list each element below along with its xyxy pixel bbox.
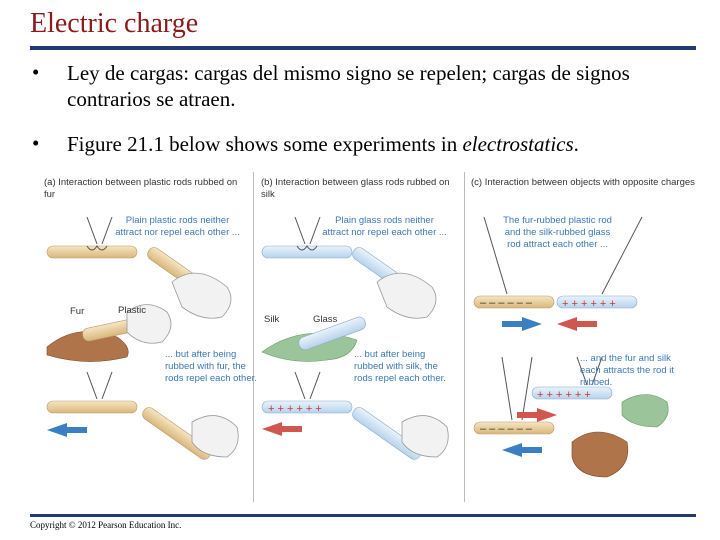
bullet-text-2-after: . — [573, 132, 579, 156]
svg-text:+ + + + + +: + + + + + + — [268, 403, 322, 415]
panel-a-note-bottom: ... but after being rubbed with fur, the rods repel each other. — [165, 349, 257, 384]
panel-a-fur-label: Fur — [70, 306, 85, 317]
svg-text:+ + + + + +: + + + + + + — [562, 298, 616, 310]
bullet-text-2-before: Figure 21.1 below shows some experiments in — [67, 132, 463, 156]
panel-c-title: (c) Interaction between objects with opposite charges — [471, 177, 695, 188]
title-underline — [30, 46, 696, 50]
panel-c-note-top: The fur-rubbed plastic rod and the silk-rubbed glass rod attract each other ... — [503, 215, 612, 250]
panel-b-silk-label: Silk — [264, 314, 280, 325]
bullet-text-2 — [67, 131, 717, 157]
svg-text:+ + + + + +: + + + + + + — [537, 389, 591, 401]
svg-text:– – – – – –: – – – – – – — [480, 297, 532, 309]
footer-rule — [30, 514, 696, 517]
panel-a-plastic-label: Plastic — [118, 305, 146, 316]
panel-a-bottom-rods — [47, 372, 238, 462]
panel-b-note-bottom: ... but after being rubbed with silk, the rods repel each other. — [354, 349, 446, 384]
panel-b-glass-label: Glass — [313, 314, 338, 325]
panel-a-title: (a) Interaction between plastic rods rubbed on fur — [44, 177, 238, 200]
panel-divider-2 — [464, 172, 465, 502]
panel-c-note-bottom: ... and the fur and silk each attracts the rod it rubbed. — [580, 353, 674, 388]
copyright-text: Copyright © 2012 Pearson Education Inc. — [30, 520, 182, 530]
panel-b-title: (b) Interaction between glass rods rubbed on silk — [261, 177, 450, 200]
bullet-marker-2: • — [32, 131, 40, 155]
bullet-text-2-emphasis: electrostatics — [462, 132, 574, 156]
bullet-marker-1: • — [32, 60, 40, 84]
slide-title: Electric charge — [30, 8, 199, 39]
panel-a-fur-rubbing — [47, 305, 171, 362]
svg-text:– – – – – –: – – – – – – — [480, 423, 532, 435]
bullet-text-1: Ley de cargas: cargas del mismo signo se repelen; cargas de signos contrarios se atraen. — [67, 61, 630, 111]
panel-b-note-top: Plain glass rods neither attract nor repel each other ... — [322, 215, 447, 238]
panel-b-bottom-rods — [262, 372, 448, 462]
panel-divider-1 — [253, 172, 254, 502]
panel-a-note-top: Plain plastic rods neither attract nor repel each other ... — [115, 215, 240, 238]
